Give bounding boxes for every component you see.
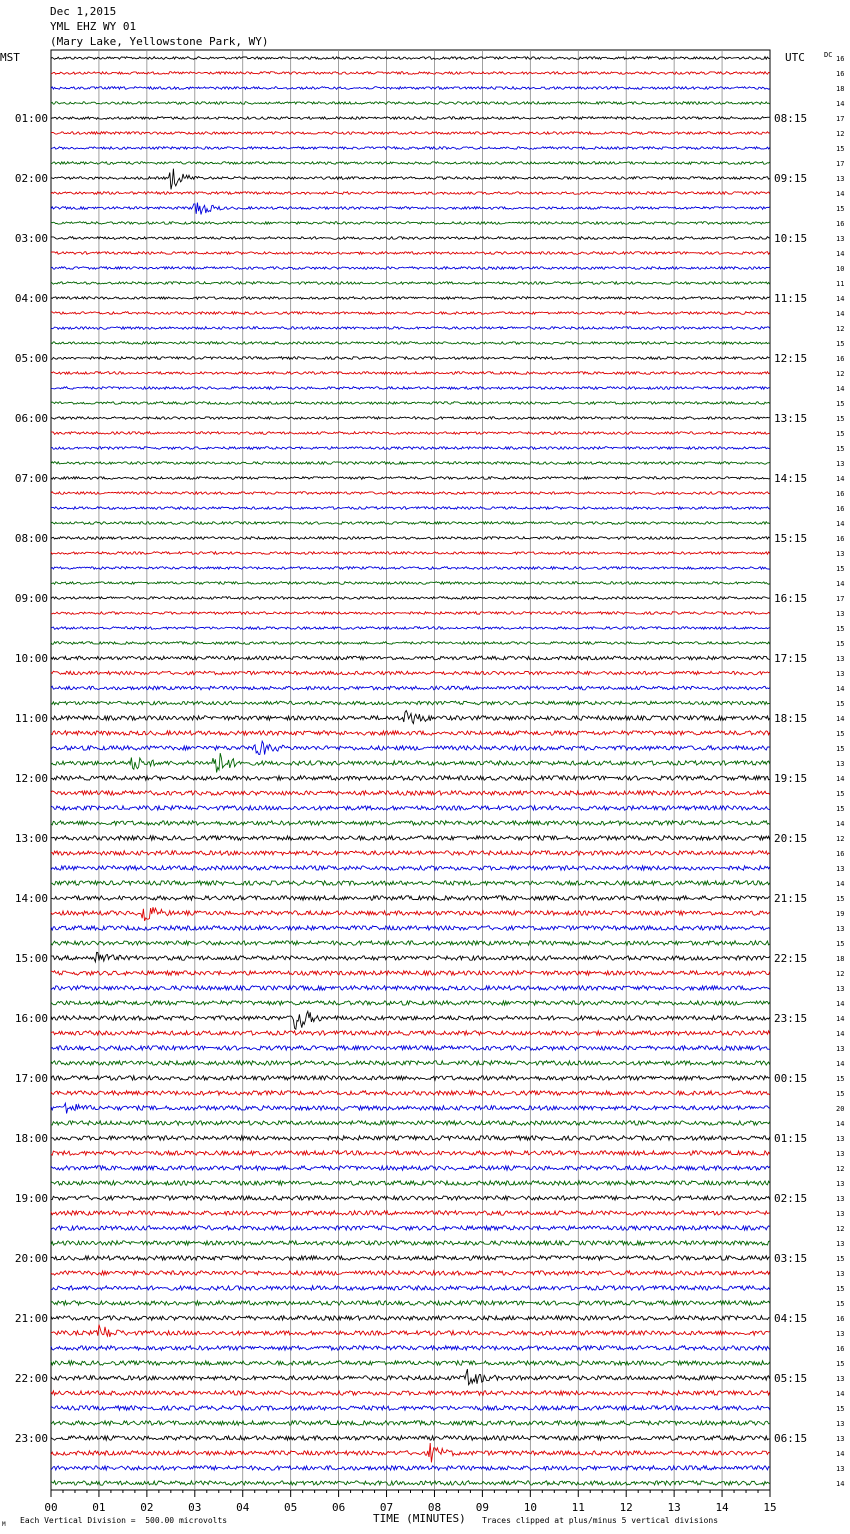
- trace-line: [51, 1046, 770, 1050]
- dc-offset-label: 15: [836, 790, 845, 798]
- dc-offset-label: 14: [836, 1390, 845, 1398]
- right-hour-label: 16:15: [774, 592, 808, 605]
- dc-offset-label: 16: [836, 70, 845, 78]
- left-hour-label: 09:00: [14, 592, 48, 605]
- trace-line: [51, 1301, 770, 1305]
- dc-offset-label: 13: [836, 1135, 845, 1143]
- header-station: YML EHZ WY 01: [50, 20, 137, 33]
- trace-line: [51, 1391, 770, 1395]
- x-tick-label: 00: [44, 1501, 58, 1514]
- trace-line: [51, 986, 770, 990]
- right-hour-label: 21:15: [774, 892, 808, 905]
- trace-line: [51, 222, 770, 225]
- trace-line: [51, 753, 770, 772]
- trace-line: [51, 1011, 770, 1029]
- right-hour-label: 05:15: [774, 1372, 808, 1385]
- trace-line: [51, 522, 770, 525]
- dc-offset-label: 15: [836, 205, 845, 213]
- trace-line: [51, 627, 770, 630]
- trace-line: [51, 147, 770, 150]
- right-timezone-label: UTC: [785, 51, 805, 64]
- dc-offset-label: 13: [836, 1240, 845, 1248]
- right-hour-label: 12:15: [774, 352, 808, 365]
- left-hour-label: 17:00: [14, 1072, 48, 1085]
- dc-offset-label: 14: [836, 310, 845, 318]
- trace-line: [51, 731, 770, 735]
- dc-offset-label: 13: [836, 1270, 845, 1278]
- left-hour-label: 18:00: [14, 1132, 48, 1145]
- dc-offset-label: 16: [836, 55, 845, 63]
- trace-line: [51, 941, 770, 945]
- trace-line: [51, 462, 770, 465]
- dc-offset-label: 13: [836, 1195, 845, 1203]
- trace-line: [51, 926, 770, 930]
- left-hour-label: 04:00: [14, 292, 48, 305]
- dc-offset-label: 14: [836, 1015, 845, 1023]
- right-hour-label: 11:15: [774, 292, 808, 305]
- trace-line: [51, 1271, 770, 1275]
- dc-offset-label: 13: [836, 1330, 845, 1338]
- trace-line: [51, 1436, 770, 1440]
- dc-offset-label: 15: [836, 745, 845, 753]
- left-hour-label: 02:00: [14, 172, 48, 185]
- dc-offset-label: 12: [836, 1165, 845, 1173]
- dc-offset-label: 13: [836, 760, 845, 768]
- dc-offset-label: 13: [836, 865, 845, 873]
- left-hour-label: 12:00: [14, 772, 48, 785]
- left-hour-label: 14:00: [14, 892, 48, 905]
- dc-offset-label: 14: [836, 1480, 845, 1488]
- trace-line: [51, 492, 770, 495]
- trace-line: [51, 567, 770, 570]
- trace-line: [51, 132, 770, 135]
- trace-line: [51, 169, 770, 190]
- x-tick-label: 07: [379, 1501, 394, 1514]
- trace-line: [51, 1151, 770, 1155]
- right-hour-label: 00:15: [774, 1072, 808, 1085]
- right-hour-label: 04:15: [774, 1312, 808, 1325]
- trace-line: [51, 552, 770, 555]
- scale-note: Each Vertical Division = 500.00 microvolts: [20, 1516, 228, 1525]
- trace-line: [51, 821, 770, 825]
- right-hour-label: 19:15: [774, 772, 808, 785]
- dc-offset-label: 14: [836, 580, 845, 588]
- trace-line: [51, 1211, 770, 1215]
- trace-line: [51, 507, 770, 510]
- right-hour-label: 02:15: [774, 1192, 808, 1205]
- trace-line: [51, 72, 770, 75]
- left-hour-label: 23:00: [14, 1432, 48, 1445]
- dc-offset-label: 13: [836, 1045, 845, 1053]
- left-hour-label: 21:00: [14, 1312, 48, 1325]
- trace-line: [51, 1136, 770, 1140]
- trace-line: [51, 357, 770, 360]
- trace-line: [51, 836, 770, 840]
- dc-offset-label: 13: [836, 1375, 845, 1383]
- x-tick-label: 01: [92, 1501, 106, 1514]
- dc-offset-label: 10: [836, 265, 845, 273]
- dc-offset-label: 16: [836, 535, 845, 543]
- trace-line: [51, 1031, 770, 1035]
- right-hour-label: 13:15: [774, 412, 808, 425]
- trace-line: [51, 1076, 770, 1080]
- trace-line: [51, 907, 770, 921]
- left-hour-label: 19:00: [14, 1192, 48, 1205]
- dc-offset-label: 15: [836, 640, 845, 648]
- trace-line: [51, 1256, 770, 1260]
- trace-line: [51, 686, 770, 690]
- trace-line: [51, 791, 770, 795]
- dc-offset-label: 13: [836, 460, 845, 468]
- dc-offset-label: 14: [836, 520, 845, 528]
- trace-line: [51, 612, 770, 615]
- dc-offset-label: 15: [836, 730, 845, 738]
- trace-line: [51, 342, 770, 345]
- dc-offset-label: 14: [836, 190, 845, 198]
- dc-offset-label: 13: [836, 175, 845, 183]
- dc-offset-label: 14: [836, 250, 845, 258]
- trace-line: [51, 866, 770, 870]
- dc-offset-label: 13: [836, 550, 845, 558]
- dc-offset-label: 13: [836, 670, 845, 678]
- trace-line: [51, 57, 770, 60]
- left-hour-label: 13:00: [14, 832, 48, 845]
- dc-offset-label: 14: [836, 100, 845, 108]
- trace-line: [51, 282, 770, 285]
- labels: [0, 51, 844, 1528]
- dc-offset-label: 16: [836, 505, 845, 513]
- left-hour-label: 20:00: [14, 1252, 48, 1265]
- dc-offset-label: 15: [836, 1300, 845, 1308]
- trace-line: [51, 297, 770, 300]
- trace-line: [51, 102, 770, 105]
- trace-line: [51, 402, 770, 405]
- dc-offset-label: 15: [836, 1090, 845, 1098]
- dc-offset-label: 15: [836, 1405, 845, 1413]
- trace-line: [51, 252, 770, 255]
- trace-line: [51, 162, 770, 165]
- trace-line: [51, 1316, 770, 1320]
- dc-offset-label: 14: [836, 295, 845, 303]
- x-axis-title: TIME (MINUTES): [373, 1512, 466, 1525]
- trace-line: [51, 1241, 770, 1245]
- x-tick-label: 04: [236, 1501, 250, 1514]
- dc-offset-label: 15: [836, 1075, 845, 1083]
- left-hour-label: 16:00: [14, 1012, 48, 1025]
- dc-offset-label: 15: [836, 940, 845, 948]
- dc-offset-label: 14: [836, 1450, 845, 1458]
- dc-offset-label: 16: [836, 490, 845, 498]
- x-tick-label: 13: [667, 1501, 681, 1514]
- dc-offset-label: 12: [836, 835, 845, 843]
- trace-line: [51, 237, 770, 240]
- dc-offset-label: 13: [836, 610, 845, 618]
- dc-offset-label: 14: [836, 1060, 845, 1068]
- header-date: Dec 1,2015: [50, 5, 117, 18]
- dc-offset-label: 16: [836, 850, 845, 858]
- dc-offset-label: 14: [836, 685, 845, 693]
- dc-offset-label: 19: [836, 910, 845, 918]
- trace-line: [51, 1369, 770, 1385]
- trace-line: [51, 267, 770, 270]
- trace-line: [51, 432, 770, 435]
- trace-line: [51, 952, 770, 961]
- trace-line: [51, 1286, 770, 1290]
- dc-offset-label: 15: [836, 445, 845, 453]
- left-hour-label: 11:00: [14, 712, 48, 725]
- x-tick-label: 05: [284, 1501, 298, 1514]
- dc-offset-label: 14: [836, 880, 845, 888]
- trace-line: [51, 741, 770, 754]
- x-tick-label: 14: [715, 1501, 729, 1514]
- left-hour-label: 07:00: [14, 472, 48, 485]
- trace-line: [51, 387, 770, 390]
- trace-line: [51, 1466, 770, 1470]
- dc-offset-label: 15: [836, 625, 845, 633]
- dc-offset-label: 15: [836, 565, 845, 573]
- dc-offset-label: 16: [836, 1345, 845, 1353]
- trace-line: [51, 671, 770, 675]
- right-hour-label: 15:15: [774, 532, 808, 545]
- dc-offset-label: 12: [836, 1225, 845, 1233]
- dc-offset-label: 13: [836, 235, 845, 243]
- right-hour-label: 22:15: [774, 952, 808, 965]
- x-tick-label: 12: [619, 1501, 633, 1514]
- dc-offset-label: 13: [836, 1435, 845, 1443]
- trace-line: [51, 881, 770, 885]
- dc-offset-label: 14: [836, 1120, 845, 1128]
- dc-offset-label: 20: [836, 1105, 845, 1113]
- x-tick-label: 02: [140, 1501, 154, 1514]
- trace-line: [51, 327, 770, 330]
- trace-line: [51, 971, 770, 975]
- dc-offset-label: 17: [836, 160, 845, 168]
- dc-offset-label: 12: [836, 370, 845, 378]
- dc-offset-label: 14: [836, 820, 845, 828]
- left-hour-label: 05:00: [14, 352, 48, 365]
- dc-offset-label: 15: [836, 895, 845, 903]
- left-hour-label: 01:00: [14, 112, 48, 125]
- trace-line: [51, 1181, 770, 1185]
- trace-line: [51, 1481, 770, 1485]
- left-hour-label: 08:00: [14, 532, 48, 545]
- trace-line: [51, 477, 770, 480]
- trace-line: [51, 806, 770, 810]
- trace-line: [51, 1166, 770, 1170]
- trace-line: [51, 776, 770, 780]
- dc-offset-label: 13: [836, 1210, 845, 1218]
- header-location: (Mary Lake, Yellowstone Park, WY): [50, 35, 269, 48]
- dc-offset-label: 15: [836, 1285, 845, 1293]
- right-hour-label: 23:15: [774, 1012, 808, 1025]
- trace-line: [51, 447, 770, 450]
- trace-line: [51, 1325, 770, 1337]
- right-hour-label: 01:15: [774, 1132, 808, 1145]
- dc-offset-label: 14: [836, 1000, 845, 1008]
- dc-offset-label: 17: [836, 115, 845, 123]
- dc-offset-label: 15: [836, 415, 845, 423]
- dc-offset-label: 15: [836, 430, 845, 438]
- trace-line: [51, 1196, 770, 1200]
- right-hour-label: 10:15: [774, 232, 808, 245]
- dc-offset-label: 17: [836, 595, 845, 603]
- left-hour-label: 15:00: [14, 952, 48, 965]
- trace-line: [51, 372, 770, 375]
- left-hour-label: 06:00: [14, 412, 48, 425]
- trace-line: [51, 1091, 770, 1095]
- trace-line: [51, 1061, 770, 1065]
- trace-line: [51, 203, 770, 215]
- dc-offset-label: 13: [836, 925, 845, 933]
- dc-offset-label: 12: [836, 970, 845, 978]
- dc-offset-label: 15: [836, 1360, 845, 1368]
- trace-line: [51, 1001, 770, 1005]
- left-timezone-label: MST: [0, 51, 20, 64]
- trace-line: [51, 701, 770, 705]
- trace-line: [51, 417, 770, 420]
- trace-line: [51, 117, 770, 120]
- trace-line: [51, 642, 770, 645]
- x-tick-label: 15: [763, 1501, 777, 1514]
- trace-line: [51, 656, 770, 660]
- trace-line: [51, 1103, 770, 1113]
- dc-label: DC: [824, 51, 833, 59]
- trace-line: [51, 192, 770, 195]
- dc-offset-label: 13: [836, 1180, 845, 1188]
- right-hour-label: 18:15: [774, 712, 808, 725]
- right-hour-label: 20:15: [774, 832, 808, 845]
- left-hour-label: 03:00: [14, 232, 48, 245]
- trace-line: [51, 312, 770, 315]
- dc-offset-label: 11: [836, 280, 845, 288]
- right-hour-label: 14:15: [774, 472, 808, 485]
- dc-offset-label: 14: [836, 1030, 845, 1038]
- left-hour-label: 10:00: [14, 652, 48, 665]
- clip-note: Traces clipped at plus/minus 5 vertical divisions: [482, 1516, 719, 1525]
- x-tick-label: 06: [331, 1501, 346, 1514]
- dc-offset-label: 14: [836, 385, 845, 393]
- corner-mark: M: [2, 1521, 6, 1528]
- dc-offset-label: 12: [836, 325, 845, 333]
- trace-line: [51, 1226, 770, 1230]
- right-hour-label: 08:15: [774, 112, 808, 125]
- dc-offset-label: 15: [836, 340, 845, 348]
- trace-line: [51, 1121, 770, 1125]
- dc-offset-label: 18: [836, 955, 845, 963]
- dc-offset-label: 13: [836, 985, 845, 993]
- trace-line: [51, 87, 770, 90]
- dc-offset-label: 14: [836, 475, 845, 483]
- right-hour-label: 03:15: [774, 1252, 808, 1265]
- trace-line: [51, 711, 770, 724]
- trace-line: [51, 597, 770, 600]
- trace-line: [51, 537, 770, 540]
- dc-offset-label: 18: [836, 85, 845, 93]
- right-hour-label: 17:15: [774, 652, 808, 665]
- trace-line: [51, 1443, 770, 1462]
- dc-offset-label: 15: [836, 145, 845, 153]
- x-tick-label: 11: [571, 1501, 585, 1514]
- dc-offset-label: 13: [836, 1150, 845, 1158]
- right-hour-label: 09:15: [774, 172, 808, 185]
- dc-offset-label: 16: [836, 220, 845, 228]
- dc-offset-label: 14: [836, 775, 845, 783]
- right-hour-label: 06:15: [774, 1432, 808, 1445]
- dc-offset-label: 16: [836, 355, 845, 363]
- dc-offset-label: 15: [836, 1255, 845, 1263]
- dc-offset-label: 13: [836, 1420, 845, 1428]
- dc-offset-label: 15: [836, 400, 845, 408]
- x-tick-label: 08: [427, 1501, 442, 1514]
- x-tick-label: 10: [523, 1501, 537, 1514]
- dc-offset-label: 14: [836, 715, 845, 723]
- dc-offset-label: 13: [836, 1465, 845, 1473]
- trace-line: [51, 1406, 770, 1410]
- dc-offset-label: 15: [836, 700, 845, 708]
- trace-line: [51, 1421, 770, 1425]
- dc-offset-label: 16: [836, 1315, 845, 1323]
- traces: [51, 57, 770, 1486]
- x-tick-label: 03: [188, 1501, 202, 1514]
- x-tick-label: 09: [475, 1501, 490, 1514]
- dc-offset-label: 12: [836, 130, 845, 138]
- dc-offset-label: 15: [836, 805, 845, 813]
- trace-line: [51, 1361, 770, 1365]
- trace-line: [51, 582, 770, 585]
- dc-offset-label: 13: [836, 655, 845, 663]
- trace-line: [51, 896, 770, 900]
- left-hour-label: 22:00: [14, 1372, 48, 1385]
- trace-line: [51, 1346, 770, 1350]
- trace-line: [51, 851, 770, 855]
